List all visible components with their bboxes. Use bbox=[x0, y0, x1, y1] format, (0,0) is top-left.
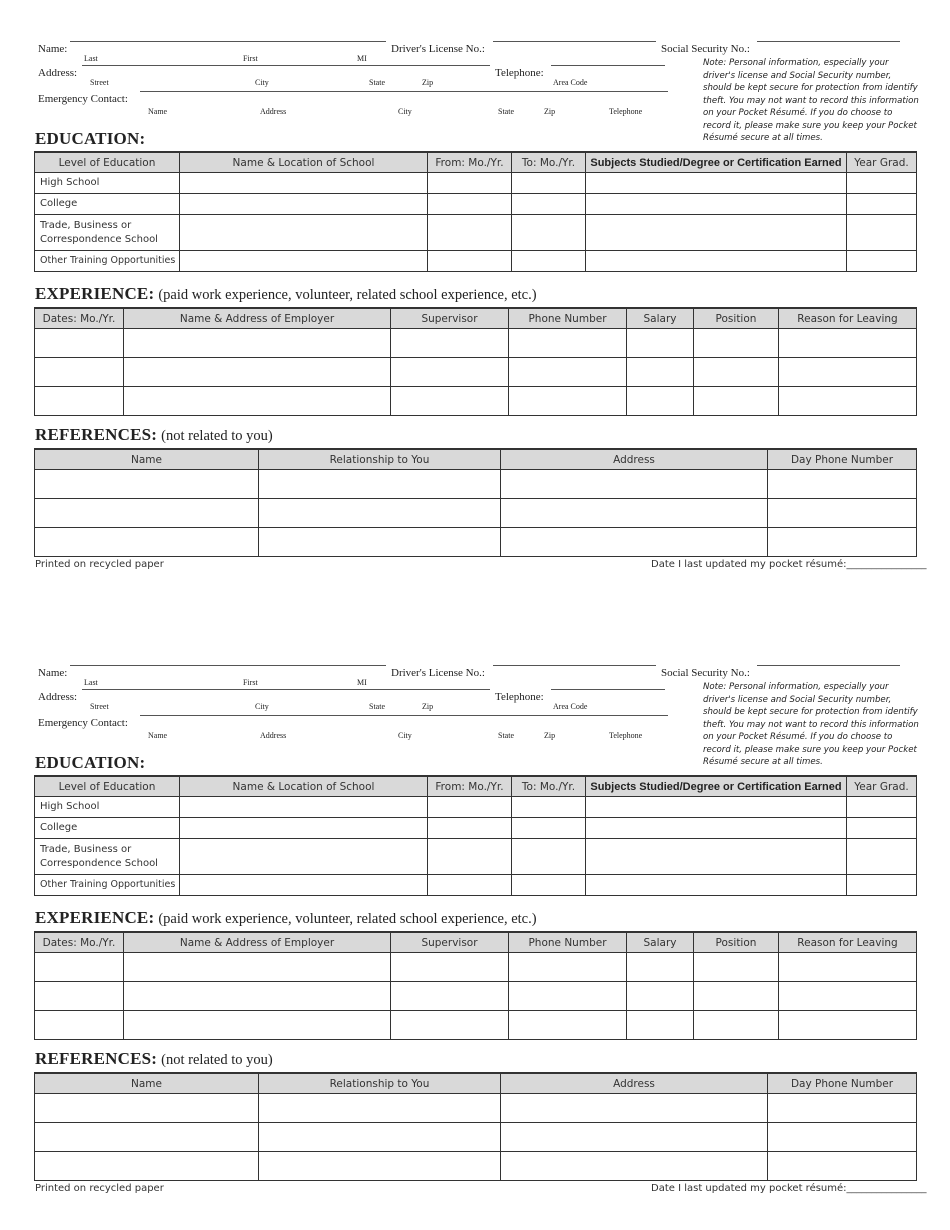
telephone-label: Telephone: bbox=[495, 67, 544, 79]
table-cell[interactable] bbox=[180, 215, 428, 251]
row-label-trade-school: Trade, Business or Correspondence School bbox=[35, 215, 180, 251]
table-cell[interactable] bbox=[847, 173, 917, 194]
table-cell[interactable] bbox=[586, 797, 847, 818]
table-row bbox=[35, 215, 917, 251]
col-employer: Name & Address of Employer bbox=[124, 932, 391, 953]
table-row bbox=[35, 470, 917, 499]
table-cell[interactable] bbox=[428, 215, 512, 251]
area-code-sub: Area Code bbox=[553, 702, 588, 711]
table-cell[interactable] bbox=[180, 818, 428, 839]
table-row bbox=[35, 329, 917, 358]
emergency-sub-name: Name bbox=[148, 107, 168, 116]
table-cell[interactable] bbox=[428, 173, 512, 194]
name-sub-last: Last bbox=[84, 678, 98, 687]
table-cell[interactable] bbox=[512, 797, 586, 818]
emergency-sub-name: Name bbox=[148, 731, 168, 740]
address-sub-street: Street bbox=[90, 702, 109, 711]
table-cell[interactable] bbox=[768, 470, 917, 499]
address-sub-city: City bbox=[255, 702, 269, 711]
table-cell[interactable] bbox=[124, 953, 391, 982]
table-cell[interactable] bbox=[259, 528, 501, 557]
table-cell[interactable] bbox=[428, 818, 512, 839]
col-year-grad: Year Grad. bbox=[847, 152, 917, 173]
table-cell[interactable] bbox=[259, 1152, 501, 1181]
education-header-row bbox=[35, 776, 917, 797]
license-label: Driver's License No.: bbox=[391, 667, 485, 679]
table-cell[interactable] bbox=[847, 215, 917, 251]
privacy-note: Note: Personal information, especially your driver's license and Social Security number, should be kept secure for protection from identify theft. You may not want to record this information on your Pocket Résumé. If you do choose to record it, please make sure you keep your Pocket Résumé secure at all times. bbox=[703, 682, 919, 767]
table-cell[interactable] bbox=[259, 1123, 501, 1152]
table-cell[interactable] bbox=[768, 499, 917, 528]
col-position: Position bbox=[694, 308, 779, 329]
table-cell[interactable] bbox=[779, 982, 917, 1011]
col-position: Position bbox=[694, 932, 779, 953]
table-cell[interactable] bbox=[512, 818, 586, 839]
table-row bbox=[35, 1152, 917, 1181]
license-field[interactable] bbox=[493, 41, 656, 42]
table-cell[interactable] bbox=[391, 329, 509, 358]
emergency-sub-state: State bbox=[498, 107, 514, 116]
table-cell[interactable] bbox=[627, 329, 694, 358]
experience-title: EXPERIENCE: bbox=[35, 284, 155, 303]
table-cell[interactable] bbox=[35, 1094, 259, 1123]
table-row bbox=[35, 797, 917, 818]
col-ref-day-phone: Day Phone Number bbox=[768, 449, 917, 470]
table-row bbox=[35, 1094, 917, 1123]
references-header-row bbox=[35, 1073, 917, 1094]
table-row bbox=[35, 358, 917, 387]
col-dates: Dates: Mo./Yr. bbox=[35, 308, 124, 329]
experience-header-row bbox=[35, 932, 917, 953]
table-cell[interactable] bbox=[35, 1011, 124, 1040]
table-cell[interactable] bbox=[501, 499, 768, 528]
table-cell[interactable] bbox=[694, 1011, 779, 1040]
experience-subtitle: (paid work experience, volunteer, related school experience, etc.) bbox=[158, 287, 537, 303]
table-cell[interactable] bbox=[586, 839, 847, 875]
col-employer: Name & Address of Employer bbox=[124, 308, 391, 329]
references-subtitle: (not related to you) bbox=[161, 428, 273, 444]
col-ref-address: Address bbox=[501, 1073, 768, 1094]
table-row bbox=[35, 875, 917, 896]
col-ref-relationship: Relationship to You bbox=[259, 1073, 501, 1094]
col-supervisor: Supervisor bbox=[391, 308, 509, 329]
table-cell[interactable] bbox=[428, 875, 512, 896]
table-cell[interactable] bbox=[124, 387, 391, 416]
table-row bbox=[35, 499, 917, 528]
table-cell[interactable] bbox=[627, 953, 694, 982]
references-table bbox=[34, 1072, 917, 1181]
col-subjects-degree: Subjects Studied/Degree or Certification Earned bbox=[586, 152, 847, 173]
education-table bbox=[34, 151, 917, 272]
col-ref-relationship: Relationship to You bbox=[259, 449, 501, 470]
table-cell[interactable] bbox=[694, 329, 779, 358]
telephone-field[interactable] bbox=[551, 689, 665, 690]
col-ref-name: Name bbox=[35, 449, 259, 470]
emergency-sub-state: State bbox=[498, 731, 514, 740]
education-heading bbox=[35, 129, 145, 149]
table-cell[interactable] bbox=[259, 1094, 501, 1123]
name-sub-mi: MI bbox=[357, 54, 367, 63]
address-sub-zip: Zip bbox=[422, 702, 434, 711]
references-title: REFERENCES: bbox=[35, 1049, 158, 1068]
education-table bbox=[34, 775, 917, 896]
table-row bbox=[35, 839, 917, 875]
col-ref-name: Name bbox=[35, 1073, 259, 1094]
col-phone-number: Phone Number bbox=[509, 932, 627, 953]
col-level-of-education: Level of Education bbox=[35, 776, 180, 797]
address-sub-city: City bbox=[255, 78, 269, 87]
table-cell[interactable] bbox=[509, 358, 627, 387]
table-cell[interactable] bbox=[779, 358, 917, 387]
table-cell[interactable] bbox=[391, 982, 509, 1011]
privacy-note: Note: Personal information, especially your driver's license and Social Security number, should be kept secure for protection from identify theft. You may not want to record this information on your Pocket Résumé. If you do choose to record it, please make sure you keep your Pocket Résumé secure at all times. bbox=[703, 58, 919, 143]
table-cell[interactable] bbox=[259, 470, 501, 499]
emergency-sub-address: Address bbox=[260, 107, 287, 116]
education-title: EDUCATION: bbox=[35, 753, 146, 772]
emergency-sub-city: City bbox=[398, 107, 412, 116]
table-cell[interactable] bbox=[509, 329, 627, 358]
col-salary: Salary bbox=[627, 932, 694, 953]
table-row bbox=[35, 1123, 917, 1152]
address-sub-state: State bbox=[369, 78, 385, 87]
table-cell[interactable] bbox=[391, 358, 509, 387]
emergency-field[interactable] bbox=[140, 715, 668, 716]
emergency-sub-telephone: Telephone bbox=[609, 107, 643, 116]
pocket-resume-form-bottom bbox=[0, 624, 950, 1224]
table-cell[interactable] bbox=[847, 194, 917, 215]
table-row bbox=[35, 194, 917, 215]
experience-title: EXPERIENCE: bbox=[35, 908, 155, 927]
experience-subtitle: (paid work experience, volunteer, related school experience, etc.) bbox=[158, 911, 537, 927]
table-cell[interactable] bbox=[124, 329, 391, 358]
table-cell[interactable] bbox=[768, 528, 917, 557]
table-cell[interactable] bbox=[627, 982, 694, 1011]
table-cell[interactable] bbox=[35, 982, 124, 1011]
col-ref-day-phone: Day Phone Number bbox=[768, 1073, 917, 1094]
emergency-label: Emergency Contact: bbox=[38, 717, 128, 729]
row-label-college: College bbox=[35, 818, 180, 839]
table-cell[interactable] bbox=[586, 215, 847, 251]
table-cell[interactable] bbox=[779, 387, 917, 416]
col-school-name-location: Name & Location of School bbox=[180, 152, 428, 173]
row-label-other-training: Other Training Opportunities bbox=[35, 875, 180, 896]
address-sub-zip: Zip bbox=[422, 78, 434, 87]
table-cell[interactable] bbox=[509, 1011, 627, 1040]
table-cell[interactable] bbox=[586, 251, 847, 272]
experience-table bbox=[34, 307, 917, 416]
col-salary: Salary bbox=[627, 308, 694, 329]
col-reason-for-leaving: Reason for Leaving bbox=[779, 308, 917, 329]
row-label-high-school: High School bbox=[35, 173, 180, 194]
references-header-row bbox=[35, 449, 917, 470]
table-cell[interactable] bbox=[35, 470, 259, 499]
pocket-resume-form-top bbox=[0, 0, 950, 600]
name-label: Name: bbox=[38, 43, 68, 55]
table-cell[interactable] bbox=[35, 1123, 259, 1152]
references-table bbox=[34, 448, 917, 557]
table-cell[interactable] bbox=[512, 839, 586, 875]
table-cell[interactable] bbox=[259, 499, 501, 528]
col-year-grad: Year Grad. bbox=[847, 776, 917, 797]
table-cell[interactable] bbox=[768, 1094, 917, 1123]
telephone-field[interactable] bbox=[551, 65, 665, 66]
table-cell[interactable] bbox=[779, 1011, 917, 1040]
address-label: Address: bbox=[38, 67, 78, 79]
table-cell[interactable] bbox=[512, 251, 586, 272]
table-cell[interactable] bbox=[180, 194, 428, 215]
license-field[interactable] bbox=[493, 665, 656, 666]
references-title: REFERENCES: bbox=[35, 425, 158, 444]
table-cell[interactable] bbox=[35, 528, 259, 557]
table-cell[interactable] bbox=[509, 982, 627, 1011]
recycled-paper-note: Printed on recycled paper bbox=[35, 559, 164, 570]
row-label-college: College bbox=[35, 194, 180, 215]
table-cell[interactable] bbox=[512, 875, 586, 896]
emergency-sub-zip: Zip bbox=[544, 107, 556, 116]
col-reason-for-leaving: Reason for Leaving bbox=[779, 932, 917, 953]
col-supervisor: Supervisor bbox=[391, 932, 509, 953]
table-cell[interactable] bbox=[627, 358, 694, 387]
table-cell[interactable] bbox=[501, 1094, 768, 1123]
row-label-trade-school: Trade, Business or Correspondence School bbox=[35, 839, 180, 875]
table-cell[interactable] bbox=[694, 358, 779, 387]
table-cell[interactable] bbox=[779, 329, 917, 358]
table-row bbox=[35, 173, 917, 194]
experience-heading bbox=[35, 284, 537, 304]
col-to-date: To: Mo./Yr. bbox=[512, 776, 586, 797]
table-cell[interactable] bbox=[847, 818, 917, 839]
ssn-field[interactable] bbox=[757, 665, 900, 666]
area-code-sub: Area Code bbox=[553, 78, 588, 87]
table-cell[interactable] bbox=[509, 387, 627, 416]
table-cell[interactable] bbox=[768, 1123, 917, 1152]
education-heading bbox=[35, 753, 145, 773]
last-updated-field[interactable]: Date I last updated my pocket résumé:________________ bbox=[651, 1183, 927, 1194]
name-sub-first: First bbox=[243, 678, 258, 687]
table-cell[interactable] bbox=[694, 387, 779, 416]
table-cell[interactable] bbox=[35, 499, 259, 528]
table-cell[interactable] bbox=[180, 251, 428, 272]
table-cell[interactable] bbox=[391, 953, 509, 982]
emergency-field[interactable] bbox=[140, 91, 668, 92]
table-cell[interactable] bbox=[847, 251, 917, 272]
table-cell[interactable] bbox=[180, 797, 428, 818]
address-label: Address: bbox=[38, 691, 78, 703]
last-updated-field[interactable]: Date I last updated my pocket résumé:________________ bbox=[651, 559, 927, 570]
table-cell[interactable] bbox=[501, 528, 768, 557]
table-cell[interactable] bbox=[35, 358, 124, 387]
table-cell[interactable] bbox=[428, 797, 512, 818]
name-sub-mi: MI bbox=[357, 678, 367, 687]
row-label-high-school: High School bbox=[35, 797, 180, 818]
name-sub-last: Last bbox=[84, 54, 98, 63]
table-cell[interactable] bbox=[847, 797, 917, 818]
table-cell[interactable] bbox=[847, 875, 917, 896]
name-field[interactable] bbox=[70, 665, 386, 666]
table-row bbox=[35, 251, 917, 272]
table-cell[interactable] bbox=[35, 329, 124, 358]
table-cell[interactable] bbox=[586, 173, 847, 194]
references-heading bbox=[35, 425, 273, 445]
table-cell[interactable] bbox=[512, 194, 586, 215]
experience-heading bbox=[35, 908, 537, 928]
table-cell[interactable] bbox=[509, 953, 627, 982]
name-field[interactable] bbox=[70, 41, 386, 42]
references-subtitle: (not related to you) bbox=[161, 1052, 273, 1068]
emergency-sub-address: Address bbox=[260, 731, 287, 740]
address-field[interactable] bbox=[82, 65, 490, 66]
row-label-other-training: Other Training Opportunities bbox=[35, 251, 180, 272]
table-cell[interactable] bbox=[501, 1123, 768, 1152]
emergency-sub-zip: Zip bbox=[544, 731, 556, 740]
col-school-name-location: Name & Location of School bbox=[180, 776, 428, 797]
table-cell[interactable] bbox=[35, 953, 124, 982]
col-phone-number: Phone Number bbox=[509, 308, 627, 329]
table-cell[interactable] bbox=[779, 953, 917, 982]
table-cell[interactable] bbox=[391, 1011, 509, 1040]
table-row bbox=[35, 818, 917, 839]
table-cell[interactable] bbox=[428, 251, 512, 272]
experience-table bbox=[34, 931, 917, 1040]
table-row bbox=[35, 1011, 917, 1040]
table-cell[interactable] bbox=[35, 1152, 259, 1181]
address-sub-state: State bbox=[369, 702, 385, 711]
table-cell[interactable] bbox=[586, 194, 847, 215]
address-field[interactable] bbox=[82, 689, 490, 690]
table-cell[interactable] bbox=[586, 818, 847, 839]
table-cell[interactable] bbox=[847, 839, 917, 875]
table-cell[interactable] bbox=[180, 839, 428, 875]
address-sub-street: Street bbox=[90, 78, 109, 87]
col-subjects-degree: Subjects Studied/Degree or Certification Earned bbox=[586, 776, 847, 797]
table-cell[interactable] bbox=[512, 215, 586, 251]
table-cell[interactable] bbox=[124, 982, 391, 1011]
table-cell[interactable] bbox=[627, 1011, 694, 1040]
ssn-field[interactable] bbox=[757, 41, 900, 42]
col-from-date: From: Mo./Yr. bbox=[428, 152, 512, 173]
name-sub-first: First bbox=[243, 54, 258, 63]
col-ref-address: Address bbox=[501, 449, 768, 470]
recycled-paper-note: Printed on recycled paper bbox=[35, 1183, 164, 1194]
ssn-label: Social Security No.: bbox=[661, 667, 750, 679]
table-row bbox=[35, 528, 917, 557]
col-from-date: From: Mo./Yr. bbox=[428, 776, 512, 797]
col-level-of-education: Level of Education bbox=[35, 152, 180, 173]
table-cell[interactable] bbox=[35, 387, 124, 416]
table-cell[interactable] bbox=[428, 839, 512, 875]
table-cell[interactable] bbox=[428, 194, 512, 215]
name-label: Name: bbox=[38, 667, 68, 679]
table-cell[interactable] bbox=[180, 875, 428, 896]
emergency-label: Emergency Contact: bbox=[38, 93, 128, 105]
table-cell[interactable] bbox=[124, 358, 391, 387]
table-cell[interactable] bbox=[694, 953, 779, 982]
col-to-date: To: Mo./Yr. bbox=[512, 152, 586, 173]
table-cell[interactable] bbox=[124, 1011, 391, 1040]
table-cell[interactable] bbox=[768, 1152, 917, 1181]
education-title: EDUCATION: bbox=[35, 129, 146, 148]
table-cell[interactable] bbox=[501, 470, 768, 499]
col-dates: Dates: Mo./Yr. bbox=[35, 932, 124, 953]
table-cell[interactable] bbox=[627, 387, 694, 416]
table-cell[interactable] bbox=[391, 387, 509, 416]
table-cell[interactable] bbox=[180, 173, 428, 194]
ssn-label: Social Security No.: bbox=[661, 43, 750, 55]
education-header-row bbox=[35, 152, 917, 173]
experience-header-row bbox=[35, 308, 917, 329]
table-cell[interactable] bbox=[586, 875, 847, 896]
table-row bbox=[35, 982, 917, 1011]
references-heading bbox=[35, 1049, 273, 1069]
table-cell[interactable] bbox=[694, 982, 779, 1011]
table-cell[interactable] bbox=[512, 173, 586, 194]
emergency-sub-telephone: Telephone bbox=[609, 731, 643, 740]
table-row bbox=[35, 387, 917, 416]
table-row bbox=[35, 953, 917, 982]
telephone-label: Telephone: bbox=[495, 691, 544, 703]
emergency-sub-city: City bbox=[398, 731, 412, 740]
license-label: Driver's License No.: bbox=[391, 43, 485, 55]
table-cell[interactable] bbox=[501, 1152, 768, 1181]
